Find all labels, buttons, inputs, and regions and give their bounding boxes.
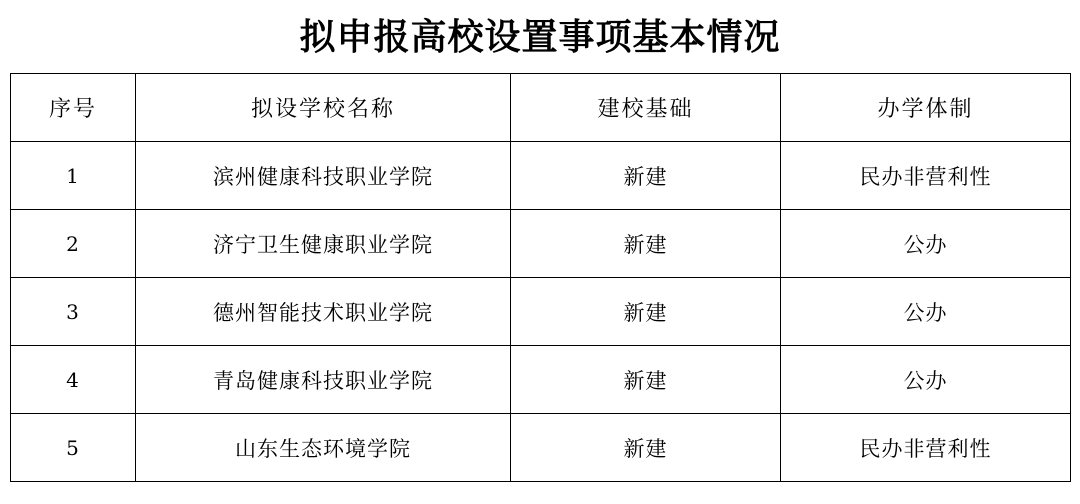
column-header-establishment-basis: 建校基础 [511, 74, 781, 142]
table-row [11, 142, 1071, 210]
cell-operating-system: 公办 [781, 278, 1071, 346]
table-header-row [11, 74, 1071, 142]
table-row [11, 346, 1071, 414]
column-header-school-name: 拟设学校名称 [136, 74, 511, 142]
cell-establishment-basis: 新建 [511, 210, 781, 278]
cell-serial-number: 3 [11, 278, 136, 346]
table-container [0, 73, 1080, 482]
cell-school-name: 德州智能技术职业学院 [136, 278, 511, 346]
cell-establishment-basis: 新建 [511, 346, 781, 414]
cell-operating-system: 公办 [781, 346, 1071, 414]
cell-school-name: 青岛健康科技职业学院 [136, 346, 511, 414]
page-title: 拟申报高校设置事项基本情况 [299, 16, 781, 58]
column-header-serial-number: 序号 [11, 74, 136, 142]
cell-school-name: 济宁卫生健康职业学院 [136, 210, 511, 278]
table-body [11, 142, 1071, 482]
cell-school-name: 山东生态环境学院 [136, 414, 511, 482]
cell-serial-number: 4 [11, 346, 136, 414]
school-establishment-table [10, 73, 1071, 482]
table-header [11, 74, 1071, 142]
cell-serial-number: 5 [11, 414, 136, 482]
table-row [11, 210, 1071, 278]
cell-operating-system: 民办非营利性 [781, 414, 1071, 482]
cell-establishment-basis: 新建 [511, 142, 781, 210]
cell-serial-number: 2 [11, 210, 136, 278]
table-row [11, 414, 1071, 482]
cell-establishment-basis: 新建 [511, 278, 781, 346]
cell-serial-number: 1 [11, 142, 136, 210]
cell-establishment-basis: 新建 [511, 414, 781, 482]
column-header-operating-system: 办学体制 [781, 74, 1071, 142]
table-row [11, 278, 1071, 346]
cell-operating-system: 公办 [781, 210, 1071, 278]
cell-school-name: 滨州健康科技职业学院 [136, 142, 511, 210]
cell-operating-system: 民办非营利性 [781, 142, 1071, 210]
